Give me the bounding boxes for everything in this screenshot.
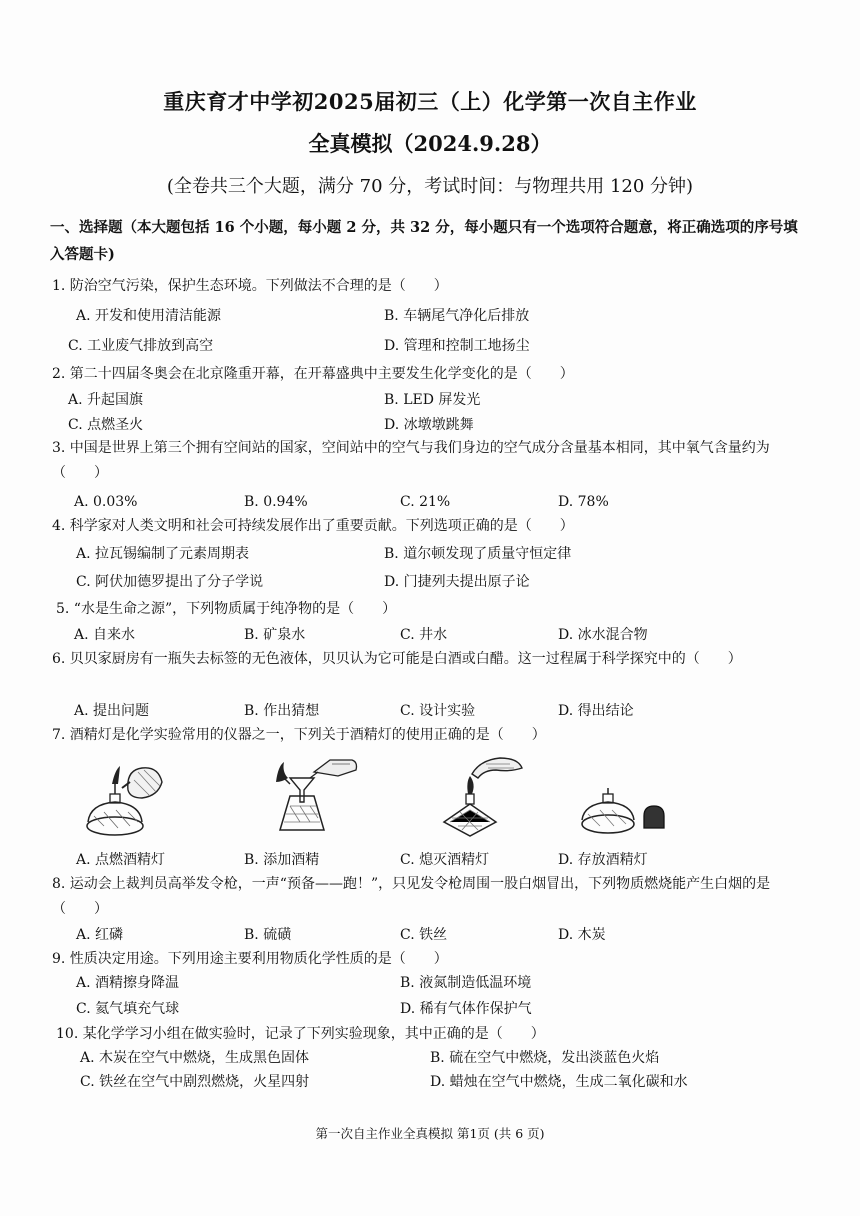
option-c: C. 井水 [400,627,448,643]
alcohol-lamp-figures [60,752,800,844]
option-b: B. 道尔顿发现了质量守恒定律 [384,546,572,562]
option-c: C. 阿伏加德罗提出了分子学说 [76,574,264,590]
exam-title: 重庆育才中学初2025届初三（上）化学第一次自主作业 [163,89,697,114]
option-a: A. 木炭在空气中燃烧，生成黑色固体 [80,1050,310,1066]
option-c: C. 铁丝在空气中剧烈燃烧，火星四射 [80,1074,310,1090]
question-stem: 6. 贝贝家厨房有一瓶失去标签的无色液体，贝贝认为它可能是白酒或白醋。这一过程属于科学探究中的（ ） [52,651,742,667]
section-heading: 一、选择题（本大题包括 16 个小题，每小题 2 分，共 32 分，每小题只有一个选项符合题意，将正确选项的序号填入答题卡) [50,219,798,263]
option-d: D. 管理和控制工地扬尘 [384,338,530,354]
option-d: D. 冰墩墩跳舞 [384,417,474,433]
option-a: A. 酒精擦身降温 [76,975,180,991]
option-c: C. 点燃圣火 [68,417,144,433]
option-b: B. 作出猜想 [244,703,320,719]
option-a: A. 提出问题 [74,703,150,719]
option-b: B. 0.94% [244,494,308,510]
question-stem: 9. 性质决定用途。下列用途主要利用物质化学性质的是（ ） [52,951,448,967]
option-b: B. 车辆尾气净化后排放 [384,308,530,324]
option-d: D. 门捷列夫提出原子论 [384,574,530,590]
option-d: D. 存放酒精灯 [558,852,648,868]
option-c: C. 21% [400,494,451,510]
option-a: A. 升起国旗 [68,392,144,408]
option-c: C. 氦气填充气球 [76,1001,180,1017]
figure-a-lighting-lamp [70,752,180,842]
question-stem: 1. 防治空气污染，保护生态环境。下列做法不合理的是（ ） [52,278,448,294]
option-d: D. 得出结论 [558,703,634,719]
option-b: B. 添加酒精 [244,852,320,868]
option-c: C. 工业废气排放到高空 [68,338,214,354]
question-stem: 10. 某化学学习小组在做实验时，记录了下列实验现象，其中正确的是（ ） [56,1026,545,1042]
figure-d-storing-lamp [572,752,682,842]
figure-c-extinguishing-lamp [430,752,540,842]
option-b: B. LED 屏发光 [384,392,481,408]
option-b: B. 硫在空气中燃烧，发出淡蓝色火焰 [430,1050,660,1066]
page-footer: 第一次自主作业全真模拟 第1页 (共 6 页) [315,1126,545,1141]
option-a: A. 拉瓦锡编制了元素周期表 [76,546,250,562]
question-stem: 5. “水是生命之源”，下列物质属于纯净物的是（ ） [56,601,397,617]
option-d: D. 78% [558,494,609,510]
question-stem: 8. 运动会上裁判员高举发令枪，一声“预备——跑！”，只见发令枪周围一股白烟冒出，下列物质燃烧能产生白烟的是（ ） [52,876,771,917]
option-a: A. 自来水 [74,627,136,643]
question-stem: 3. 中国是世界上第三个拥有空间站的国家，空间站中的空气与我们身边的空气成分含量基本相同，其中氧气含量约为（ ） [52,440,770,481]
option-c: C. 设计实验 [400,703,476,719]
option-d: D. 木炭 [558,927,606,943]
option-b: B. 液氮制造低温环境 [400,975,532,991]
option-c: C. 熄灭酒精灯 [400,852,490,868]
option-c: C. 铁丝 [400,927,448,943]
option-a: A. 开发和使用清洁能源 [76,308,222,324]
question-stem: 4. 科学家对人类文明和社会可持续发展作出了重要贡献。下列选项正确的是（ ） [52,518,574,534]
option-b: B. 矿泉水 [244,627,306,643]
question-stem: 7. 酒精灯是化学实验常用的仪器之一，下列关于酒精灯的使用正确的是（ ） [52,727,546,743]
option-a: A. 点燃酒精灯 [76,852,166,868]
exam-subtitle-date: 全真模拟（2024.9.28） [308,131,552,156]
option-b: B. 硫磺 [244,927,292,943]
option-d: D. 蜡烛在空气中燃烧，生成二氧化碳和水 [430,1074,688,1090]
option-d: D. 稀有气体作保护气 [400,1001,532,1017]
option-d: D. 冰水混合物 [558,627,648,643]
option-a: A. 0.03% [74,494,138,510]
exam-instructions: (全卷共三个大题，满分 70 分，考试时间：与物理共用 120 分钟) [166,176,694,197]
figure-b-adding-alcohol [260,752,370,842]
option-a: A. 红磷 [76,927,124,943]
question-stem: 2. 第二十四届冬奥会在北京隆重开幕，在开幕盛典中主要发生化学变化的是（ ） [52,366,574,382]
